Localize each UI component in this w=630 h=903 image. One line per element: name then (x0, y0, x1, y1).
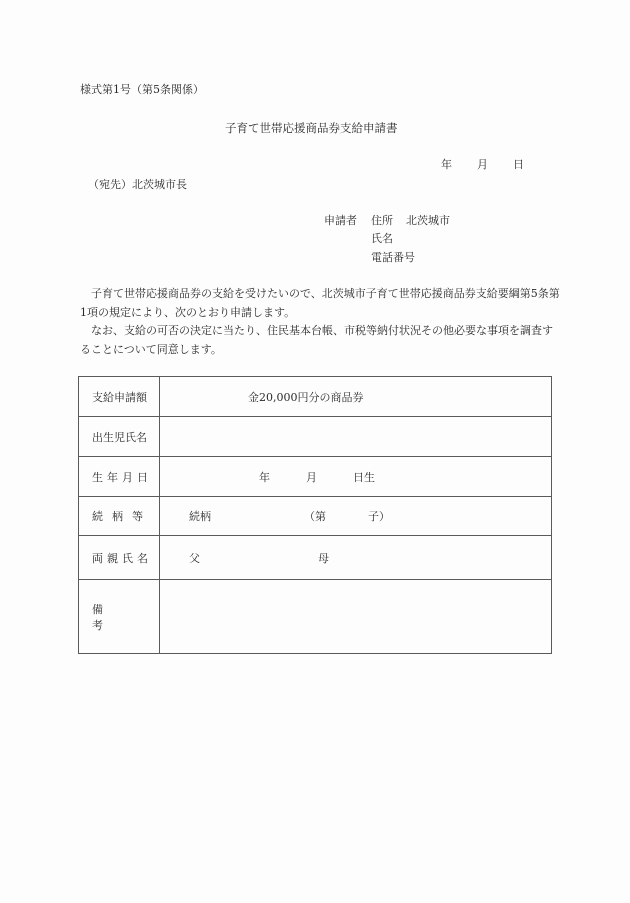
date-month: 月 (477, 158, 488, 171)
field-parents[interactable] (160, 536, 552, 580)
date-day: 日 (513, 158, 524, 171)
application-table (78, 376, 552, 654)
row-parents (79, 536, 552, 580)
document-title: 子育て世帯応援商品券支給申請書 (225, 121, 398, 135)
date-year: 年 (441, 158, 452, 171)
row-relation (79, 497, 552, 536)
applicant-label: 申請者 (324, 214, 357, 227)
order-close: 子） (368, 510, 390, 523)
birth-day: 日生 (353, 470, 375, 484)
label-relation: 続柄等 (79, 497, 160, 536)
birth-month: 月 (306, 470, 317, 484)
order-open: （第 (304, 510, 326, 523)
row-remarks (79, 580, 552, 654)
value-amount (160, 377, 552, 417)
label-amount: 支給申請額 (79, 377, 160, 417)
field-relation[interactable] (160, 497, 552, 536)
label-remarks: 備考 (79, 580, 160, 654)
paragraph-1-text: 子育て世帯応援商品券の支給を受けたいので、北茨城市子育て世帯応援商品券支給要綱第5条第1項の規定により、次のとおり申請します。 (80, 287, 560, 319)
row-amount (79, 377, 552, 417)
mother-label: 母 (318, 551, 329, 565)
address-value: 北茨城市 (406, 214, 450, 227)
field-birthdate[interactable] (160, 457, 552, 497)
label-child-name: 出生児氏名 (79, 417, 160, 457)
body-paragraph-2 (80, 322, 560, 359)
amount-text: 金20,000円分の商品券 (248, 390, 364, 404)
relation-text: 続柄 (189, 510, 211, 523)
body-paragraph-1 (80, 285, 560, 322)
row-birthdate (79, 457, 552, 497)
label-birthdate: 生年月日 (79, 457, 160, 497)
name-label: 氏名 (371, 232, 393, 245)
addressee: （宛先）北茨城市長 (88, 178, 187, 191)
label-parents: 両親氏名 (79, 536, 160, 580)
row-child-name (79, 417, 552, 457)
birth-year: 年 (259, 470, 270, 484)
phone-label: 電話番号 (371, 251, 415, 264)
address-label: 住所 (371, 214, 393, 227)
paragraph-2-text: なお、支給の可否の決定に当たり、住民基本台帳、市税等納付状況その他必要な事項を調査することについて同意します。 (80, 324, 553, 356)
form-number: 様式第1号（第5条関係） (80, 83, 204, 96)
field-remarks[interactable] (160, 580, 552, 654)
father-label: 父 (189, 551, 200, 565)
field-child-name[interactable] (160, 417, 552, 457)
